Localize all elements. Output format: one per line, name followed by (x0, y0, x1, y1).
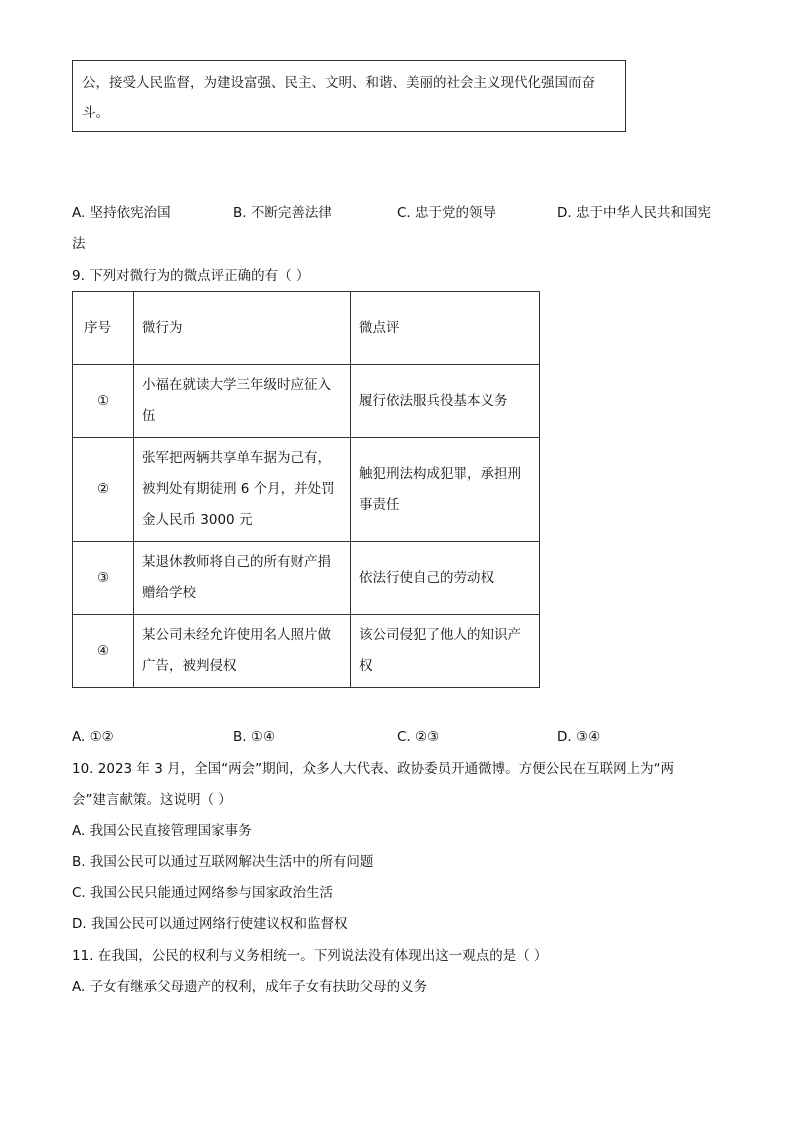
header-action: 微行为 (134, 292, 351, 365)
table-header-row (73, 292, 540, 365)
header-number: 序号 (73, 292, 134, 365)
q8-option-a: A. 坚持依宪治国 (72, 205, 171, 221)
q8-option-d: D. 忠于中华人民共和国宪 (557, 205, 711, 221)
row-comment: 依法行使自己的劳动权 (351, 542, 540, 615)
table-row (73, 615, 540, 688)
q8-option-c: C. 忠于党的领导 (397, 205, 497, 221)
q10-option-c: C. 我国公民只能通过网络参与国家政治生活 (72, 885, 334, 901)
quote-box (72, 60, 626, 132)
row-number: ① (73, 365, 134, 438)
q9-option-a: A. ①② (72, 729, 114, 745)
header-comment: 微点评 (351, 292, 540, 365)
q11-stem: 11. 在我国，公民的权利与义务相统一。下列说法没有体现出这一观点的是（ ） (72, 948, 548, 964)
q10-option-a: A. 我国公民直接管理国家事务 (72, 823, 252, 839)
row-number: ② (73, 438, 134, 542)
q9-option-d: D. ③④ (557, 729, 601, 745)
row-comment: 履行依法服兵役基本义务 (351, 365, 540, 438)
q10-stem-line-1: 10. 2023 年 3 月，全国“两会”期间，众多人大代表、政协委员开通微博。方便公民在互联网上为“两 (72, 761, 675, 777)
table-row (73, 365, 540, 438)
row-action: 某退休教师将自己的所有财产捐赠给学校 (134, 542, 351, 615)
quote-box-text: 公，接受人民监督，为建设富强、民主、文明、和谐、美丽的社会主义现代化强国而奋斗。 (82, 75, 595, 121)
table-row (73, 542, 540, 615)
row-comment: 触犯刑法构成犯罪，承担刑事责任 (351, 438, 540, 542)
q11-option-a: A. 子女有继承父母遗产的权利，成年子女有扶助父母的义务 (72, 979, 428, 995)
q9-stem: 9. 下列对微行为的微点评正确的有（ ） (72, 268, 310, 284)
q8-option-d-continued: 法 (72, 236, 86, 252)
q10-stem-line-2: 会”建言献策。这说明（ ） (72, 792, 232, 808)
q9-option-b: B. ①④ (233, 729, 276, 745)
q10-option-b: B. 我国公民可以通过互联网解决生活中的所有问题 (72, 854, 374, 870)
q10-option-d: D. 我国公民可以通过网络行使建议权和监督权 (72, 916, 348, 932)
row-comment: 该公司侵犯了他人的知识产权 (351, 615, 540, 688)
row-number: ④ (73, 615, 134, 688)
table-row (73, 438, 540, 542)
q9-table (72, 291, 540, 688)
row-action: 某公司未经允许使用名人照片做广告，被判侵权 (134, 615, 351, 688)
q8-option-b: B. 不断完善法律 (233, 205, 332, 221)
row-number: ③ (73, 542, 134, 615)
row-action: 张军把两辆共享单车据为己有，被判处有期徒刑 6 个月，并处罚金人民币 3000 元 (134, 438, 351, 542)
q9-option-c: C. ②③ (397, 729, 440, 745)
row-action: 小福在就读大学三年级时应征入伍 (134, 365, 351, 438)
